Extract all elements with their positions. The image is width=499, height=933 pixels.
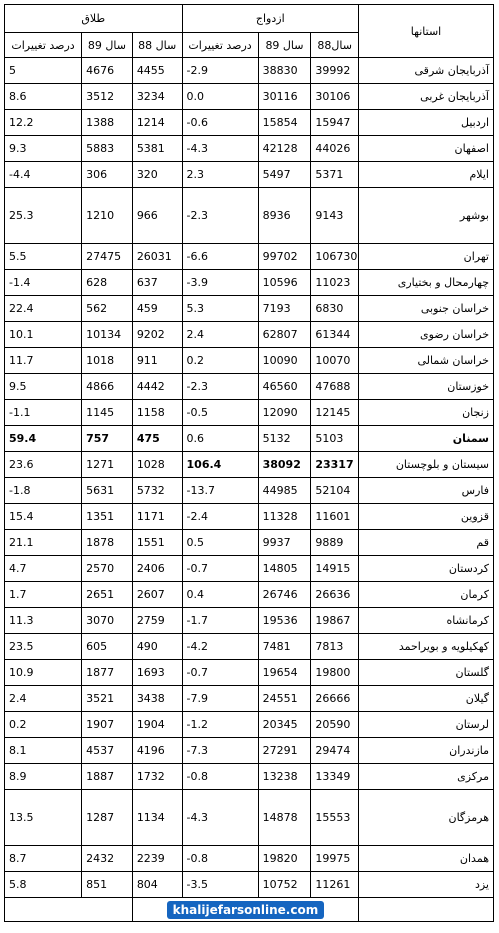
watermark-logo: khalijefarsonline.com <box>167 901 325 919</box>
divorce-89-cell: 3512 <box>82 84 133 110</box>
divorce-88-cell: 1693 <box>132 660 182 686</box>
table-row <box>5 110 494 136</box>
divorce-88-header: سال 88 <box>132 33 182 58</box>
divorce-88-cell: 1551 <box>132 530 182 556</box>
marriage-pct-cell: -3.5 <box>182 872 258 898</box>
table-row <box>5 270 494 296</box>
table-row <box>5 348 494 374</box>
marriage-pct-cell: 0.2 <box>182 348 258 374</box>
marriage-88-cell: 52104 <box>311 478 359 504</box>
marriage-88-cell: 15553 <box>311 790 359 846</box>
marriage-88-cell: 29474 <box>311 738 359 764</box>
divorce-89-cell: 1145 <box>82 400 133 426</box>
divorce-89-cell: 562 <box>82 296 133 322</box>
divorce-89-cell: 1287 <box>82 790 133 846</box>
marriage-89-cell: 10752 <box>258 872 311 898</box>
divorce-88-cell: 459 <box>132 296 182 322</box>
marriage-pct-cell: -4.3 <box>182 790 258 846</box>
marriage-88-cell: 9143 <box>311 188 359 244</box>
header-row-groups <box>5 5 494 33</box>
marriage-88-cell: 23317 <box>311 452 359 478</box>
marriage-89-cell: 24551 <box>258 686 311 712</box>
marriage-89-cell: 26746 <box>258 582 311 608</box>
marriage-89-cell: 20345 <box>258 712 311 738</box>
statistics-table <box>4 4 494 922</box>
divorce-88-cell: 1158 <box>132 400 182 426</box>
divorce-89-cell: 1877 <box>82 660 133 686</box>
marriage-88-cell: 61344 <box>311 322 359 348</box>
marriage-88-cell: 7813 <box>311 634 359 660</box>
marriage-89-cell: 7193 <box>258 296 311 322</box>
province-cell: لرستان <box>359 712 494 738</box>
divorce-88-cell: 1732 <box>132 764 182 790</box>
divorce-pct-cell: 15.4 <box>5 504 82 530</box>
marriage-88-cell: 5103 <box>311 426 359 452</box>
marriage-88-cell: 5371 <box>311 162 359 188</box>
divorce-88-cell: 1028 <box>132 452 182 478</box>
marriage-pct-cell: 5.3 <box>182 296 258 322</box>
marriage-88-cell: 19800 <box>311 660 359 686</box>
divorce-pct-cell: 1.7 <box>5 582 82 608</box>
marriage-pct-cell: 0.6 <box>182 426 258 452</box>
marriage-89-cell: 5497 <box>258 162 311 188</box>
province-cell: سمنان <box>359 426 494 452</box>
table-row <box>5 846 494 872</box>
province-cell: آذربایجان غربی <box>359 84 494 110</box>
marriage-pct-cell: -13.7 <box>182 478 258 504</box>
divorce-pct-cell: 59.4 <box>5 426 82 452</box>
divorce-89-cell: 5883 <box>82 136 133 162</box>
marriage-88-cell: 6830 <box>311 296 359 322</box>
marriage-pct-cell: -4.3 <box>182 136 258 162</box>
divorce-pct-cell: 0.2 <box>5 712 82 738</box>
divorce-88-cell: 3438 <box>132 686 182 712</box>
marriage-88-cell: 20590 <box>311 712 359 738</box>
divorce-88-cell: 1214 <box>132 110 182 136</box>
divorce-pct-cell: 5 <box>5 58 82 84</box>
marriage-88-cell: 15947 <box>311 110 359 136</box>
divorce-89-header: سال 89 <box>82 33 133 58</box>
divorce-89-cell: 757 <box>82 426 133 452</box>
divorce-89-cell: 1351 <box>82 504 133 530</box>
marriage-pct-cell: 2.3 <box>182 162 258 188</box>
footer-watermark-cell <box>132 898 358 922</box>
divorce-89-cell: 2570 <box>82 556 133 582</box>
marriage-pct-cell: -1.7 <box>182 608 258 634</box>
divorce-pct-cell: 9.5 <box>5 374 82 400</box>
marriage-89-cell: 12090 <box>258 400 311 426</box>
marriage-89-cell: 14878 <box>258 790 311 846</box>
table-row <box>5 322 494 348</box>
table-row <box>5 712 494 738</box>
marriage-88-cell: 12145 <box>311 400 359 426</box>
marriage-88-cell: 13349 <box>311 764 359 790</box>
marriage-88-cell: 19975 <box>311 846 359 872</box>
province-cell: گیلان <box>359 686 494 712</box>
divorce-89-cell: 851 <box>82 872 133 898</box>
province-cell: خراسان جنوبی <box>359 296 494 322</box>
table-row <box>5 764 494 790</box>
divorce-89-cell: 2651 <box>82 582 133 608</box>
marriage-89-cell: 8936 <box>258 188 311 244</box>
province-cell: خوزستان <box>359 374 494 400</box>
table-row <box>5 296 494 322</box>
divorce-89-cell: 3070 <box>82 608 133 634</box>
province-cell: بوشهر <box>359 188 494 244</box>
divorce-pct-cell: 8.7 <box>5 846 82 872</box>
marriage-88-cell: 26636 <box>311 582 359 608</box>
divorce-88-cell: 2406 <box>132 556 182 582</box>
divorce-pct-header: درصد تغییرات <box>5 33 82 58</box>
marriage-pct-cell: 0.5 <box>182 530 258 556</box>
footer-empty-cell <box>359 898 494 922</box>
marriage-89-cell: 46560 <box>258 374 311 400</box>
divorce-89-cell: 1887 <box>82 764 133 790</box>
table-row <box>5 162 494 188</box>
table-row <box>5 58 494 84</box>
marriage-88-cell: 44026 <box>311 136 359 162</box>
marriage-pct-cell: -0.6 <box>182 110 258 136</box>
divorce-89-cell: 1907 <box>82 712 133 738</box>
marriage-88-cell: 14915 <box>311 556 359 582</box>
divorce-89-cell: 628 <box>82 270 133 296</box>
province-header: استانها <box>359 5 494 58</box>
marriage-89-cell: 38092 <box>258 452 311 478</box>
province-cell: اردبیل <box>359 110 494 136</box>
divorce-pct-cell: 9.3 <box>5 136 82 162</box>
divorce-pct-cell: 23.6 <box>5 452 82 478</box>
divorce-89-cell: 5631 <box>82 478 133 504</box>
province-cell: خراسان رضوی <box>359 322 494 348</box>
marriage-pct-cell: -0.8 <box>182 764 258 790</box>
divorce-pct-cell: -1.8 <box>5 478 82 504</box>
marriage-pct-cell: -0.7 <box>182 556 258 582</box>
marriage-89-cell: 44985 <box>258 478 311 504</box>
marriage-pct-cell: -4.2 <box>182 634 258 660</box>
divorce-pct-cell: 5.5 <box>5 244 82 270</box>
divorce-pct-cell: 21.1 <box>5 530 82 556</box>
table-row <box>5 426 494 452</box>
marriage-pct-cell: -0.7 <box>182 660 258 686</box>
divorce-pct-cell: 11.3 <box>5 608 82 634</box>
marriage-89-cell: 11328 <box>258 504 311 530</box>
marriage-88-cell: 106730 <box>311 244 359 270</box>
province-cell: تهران <box>359 244 494 270</box>
divorce-88-cell: 966 <box>132 188 182 244</box>
divorce-88-cell: 1904 <box>132 712 182 738</box>
divorce-88-cell: 2607 <box>132 582 182 608</box>
province-cell: قزوین <box>359 504 494 530</box>
divorce-89-cell: 1878 <box>82 530 133 556</box>
divorce-89-cell: 10134 <box>82 322 133 348</box>
divorce-pct-cell: 8.1 <box>5 738 82 764</box>
table-row <box>5 634 494 660</box>
divorce-pct-cell: 11.7 <box>5 348 82 374</box>
table-row <box>5 686 494 712</box>
province-cell: مازندران <box>359 738 494 764</box>
divorce-88-cell: 4196 <box>132 738 182 764</box>
divorce-pct-cell: -1.1 <box>5 400 82 426</box>
province-cell: قم <box>359 530 494 556</box>
divorce-89-cell: 1271 <box>82 452 133 478</box>
marriage-pct-cell: -7.9 <box>182 686 258 712</box>
divorce-pct-cell: 8.9 <box>5 764 82 790</box>
marriage-pct-cell: -2.4 <box>182 504 258 530</box>
marriage-89-cell: 30116 <box>258 84 311 110</box>
table-row <box>5 790 494 846</box>
province-cell: گلستان <box>359 660 494 686</box>
province-cell: اصفهان <box>359 136 494 162</box>
divorce-88-cell: 9202 <box>132 322 182 348</box>
marriage-89-cell: 7481 <box>258 634 311 660</box>
province-cell: یزد <box>359 872 494 898</box>
divorce-89-cell: 27475 <box>82 244 133 270</box>
marriage-88-cell: 9889 <box>311 530 359 556</box>
table-row <box>5 452 494 478</box>
marriage-pct-cell: -3.9 <box>182 270 258 296</box>
marriage-89-cell: 15854 <box>258 110 311 136</box>
marriage-pct-cell: 0.4 <box>182 582 258 608</box>
divorce-pct-cell: 10.1 <box>5 322 82 348</box>
divorce-89-cell: 3521 <box>82 686 133 712</box>
marriage-88-cell: 39992 <box>311 58 359 84</box>
province-cell: ایلام <box>359 162 494 188</box>
table-row <box>5 738 494 764</box>
divorce-88-cell: 4455 <box>132 58 182 84</box>
marriage-pct-cell: -1.2 <box>182 712 258 738</box>
marriage-89-cell: 19536 <box>258 608 311 634</box>
divorce-88-cell: 1134 <box>132 790 182 846</box>
divorce-88-cell: 2759 <box>132 608 182 634</box>
divorce-pct-cell: 12.2 <box>5 110 82 136</box>
divorce-pct-cell: 10.9 <box>5 660 82 686</box>
marriage-88-cell: 11601 <box>311 504 359 530</box>
province-cell: کرمان <box>359 582 494 608</box>
divorce-89-cell: 4866 <box>82 374 133 400</box>
divorce-88-cell: 490 <box>132 634 182 660</box>
marriage-89-cell: 14805 <box>258 556 311 582</box>
marriage-89-cell: 13238 <box>258 764 311 790</box>
marriage-88-cell: 11261 <box>311 872 359 898</box>
marriage-89-cell: 99702 <box>258 244 311 270</box>
marriage-89-cell: 38830 <box>258 58 311 84</box>
divorce-89-cell: 1210 <box>82 188 133 244</box>
marriage-pct-cell: -7.3 <box>182 738 258 764</box>
divorce-pct-cell: 5.8 <box>5 872 82 898</box>
province-cell: زنجان <box>359 400 494 426</box>
marriage-header: ازدواج <box>182 5 359 33</box>
marriage-89-cell: 10090 <box>258 348 311 374</box>
divorce-89-cell: 1388 <box>82 110 133 136</box>
marriage-88-cell: 19867 <box>311 608 359 634</box>
marriage-pct-cell: 2.4 <box>182 322 258 348</box>
marriage-89-cell: 62807 <box>258 322 311 348</box>
marriage-pct-cell: -2.3 <box>182 188 258 244</box>
divorce-89-cell: 605 <box>82 634 133 660</box>
province-cell: همدان <box>359 846 494 872</box>
divorce-88-cell: 2239 <box>132 846 182 872</box>
table-row <box>5 374 494 400</box>
table-row <box>5 660 494 686</box>
marriage-88-cell: 30106 <box>311 84 359 110</box>
divorce-89-cell: 2432 <box>82 846 133 872</box>
table-row <box>5 188 494 244</box>
divorce-pct-cell: 2.4 <box>5 686 82 712</box>
divorce-89-cell: 4676 <box>82 58 133 84</box>
divorce-88-cell: 1171 <box>132 504 182 530</box>
divorce-pct-cell: 25.3 <box>5 188 82 244</box>
divorce-88-cell: 3234 <box>132 84 182 110</box>
province-cell: آذربایجان شرقی <box>359 58 494 84</box>
divorce-pct-cell: 4.7 <box>5 556 82 582</box>
province-cell: فارس <box>359 478 494 504</box>
table-row <box>5 872 494 898</box>
divorce-88-cell: 637 <box>132 270 182 296</box>
marriage-89-cell: 5132 <box>258 426 311 452</box>
province-cell: مرکزی <box>359 764 494 790</box>
footer-row <box>5 898 494 922</box>
marriage-pct-cell: 0.0 <box>182 84 258 110</box>
marriage-89-cell: 42128 <box>258 136 311 162</box>
footer-empty-cell <box>5 898 133 922</box>
divorce-pct-cell: -4.4 <box>5 162 82 188</box>
marriage-89-cell: 9937 <box>258 530 311 556</box>
marriage-pct-cell: -2.9 <box>182 58 258 84</box>
table-row <box>5 504 494 530</box>
divorce-89-cell: 4537 <box>82 738 133 764</box>
divorce-pct-cell: 23.5 <box>5 634 82 660</box>
marriage-88-cell: 10070 <box>311 348 359 374</box>
table-row <box>5 582 494 608</box>
marriage-pct-cell: 106.4 <box>182 452 258 478</box>
marriage-pct-cell: -0.5 <box>182 400 258 426</box>
province-cell: کرمانشاه <box>359 608 494 634</box>
divorce-88-cell: 475 <box>132 426 182 452</box>
province-cell: چهارمحال و بختیاری <box>359 270 494 296</box>
divorce-88-cell: 4442 <box>132 374 182 400</box>
table-row <box>5 556 494 582</box>
divorce-89-cell: 1018 <box>82 348 133 374</box>
table-row <box>5 136 494 162</box>
divorce-pct-cell: 8.6 <box>5 84 82 110</box>
marriage-89-header: سال 89 <box>258 33 311 58</box>
marriage-pct-cell: -2.3 <box>182 374 258 400</box>
marriage-pct-cell: -6.6 <box>182 244 258 270</box>
marriage-88-cell: 11023 <box>311 270 359 296</box>
marriage-89-cell: 10596 <box>258 270 311 296</box>
marriage-88-cell: 47688 <box>311 374 359 400</box>
province-cell: خراسان شمالی <box>359 348 494 374</box>
divorce-88-cell: 5732 <box>132 478 182 504</box>
marriage-88-header: سال88 <box>311 33 359 58</box>
table-row <box>5 530 494 556</box>
divorce-88-cell: 26031 <box>132 244 182 270</box>
marriage-89-cell: 19654 <box>258 660 311 686</box>
marriage-89-cell: 27291 <box>258 738 311 764</box>
table-row <box>5 244 494 270</box>
divorce-pct-cell: -1.4 <box>5 270 82 296</box>
province-cell: کردستان <box>359 556 494 582</box>
divorce-header: طلاق <box>5 5 183 33</box>
table-row <box>5 400 494 426</box>
table-row <box>5 84 494 110</box>
divorce-88-cell: 911 <box>132 348 182 374</box>
marriage-88-cell: 26666 <box>311 686 359 712</box>
marriage-pct-cell: -0.8 <box>182 846 258 872</box>
marriage-pct-header: درصد تغییرات <box>182 33 258 58</box>
divorce-88-cell: 804 <box>132 872 182 898</box>
province-cell: هرمزگان <box>359 790 494 846</box>
province-cell: کهکیلویه و بویراحمد <box>359 634 494 660</box>
divorce-88-cell: 320 <box>132 162 182 188</box>
divorce-89-cell: 306 <box>82 162 133 188</box>
province-cell: سیستان و بلوچستان <box>359 452 494 478</box>
divorce-88-cell: 5381 <box>132 136 182 162</box>
table-row <box>5 478 494 504</box>
divorce-pct-cell: 22.4 <box>5 296 82 322</box>
divorce-pct-cell: 13.5 <box>5 790 82 846</box>
marriage-89-cell: 19820 <box>258 846 311 872</box>
table-row <box>5 608 494 634</box>
